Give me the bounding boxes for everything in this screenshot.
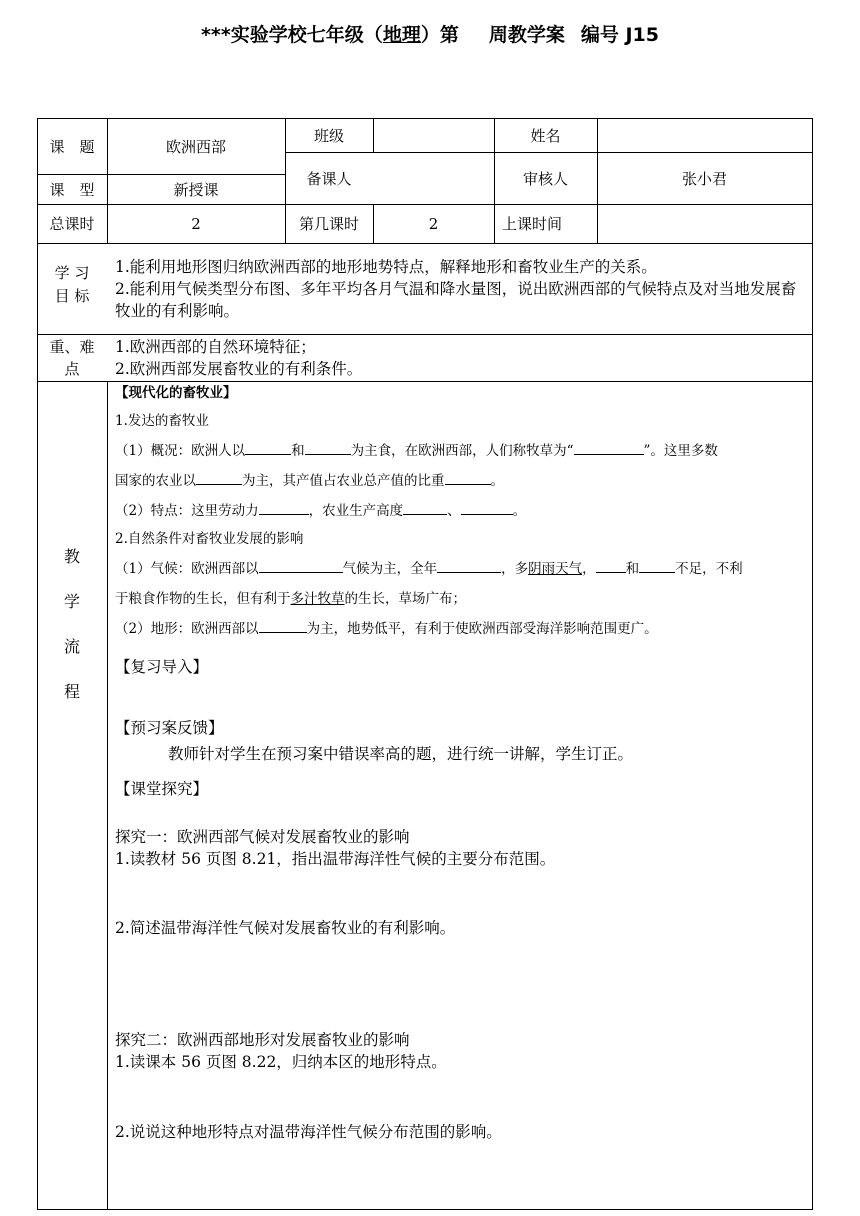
blank[interactable] xyxy=(574,440,644,455)
preview-heading: 【预习案反馈】 xyxy=(115,719,224,737)
explore-1-question-2: 2.简述温带海洋性气候对发展畜牧业的有利影响。 xyxy=(115,919,456,937)
blank[interactable] xyxy=(403,500,447,515)
title-code: 编号 J15 xyxy=(580,24,659,46)
module-1-heading: 1.发达的畜牧业 xyxy=(115,413,209,429)
objectives-label: 学 习 目 标 xyxy=(54,264,90,305)
blank[interactable] xyxy=(259,618,307,633)
process-label: 教 学 流 程 xyxy=(63,547,80,701)
objectives-content xyxy=(115,256,809,322)
title-subject: 地理 xyxy=(382,24,421,46)
explore-2-question-1: 1.读课本 56 页图 8.22，归纳本区的地形特点。 xyxy=(115,1053,447,1071)
modern-heading: 【现代化的畜牧业】 xyxy=(115,385,237,401)
explore-2-question-2: 2.说说这种地形特点对温带海洋性气候分布范围的影响。 xyxy=(115,1123,502,1141)
module-2-heading: 2.自然条件对畜牧业发展的影响 xyxy=(115,531,304,547)
keypoints-label: 重、难 点 xyxy=(49,338,95,378)
s1-paragraph-3: （2）特点：这里劳动力 ，农业生产高度 、 。 xyxy=(115,496,809,526)
topic-value: 欧洲西部 xyxy=(165,137,226,156)
name-field[interactable] xyxy=(597,118,812,152)
preview-text: 教师针对学生在预习案中错误率高的题，进行统一讲解，学生订正。 xyxy=(168,745,634,763)
explore-1-title: 探究一：欧洲西部气候对发展畜牧业的影响 xyxy=(115,828,410,846)
s2-paragraph-1: （1）气候：欧洲西部以 气候为主，全年 ，多阴雨天气， 和 不足，不利 xyxy=(115,554,809,584)
explore-2-title: 探究二：欧洲西部地形对发展畜牧业的影响 xyxy=(115,1031,410,1049)
blank[interactable] xyxy=(259,558,343,573)
total-value: 2 xyxy=(191,214,201,233)
topic-label: 课 题 xyxy=(49,137,95,156)
blank[interactable] xyxy=(245,440,291,455)
explore-heading: 【课堂探究】 xyxy=(115,780,209,798)
name-label: 姓名 xyxy=(530,126,561,145)
preparer-value xyxy=(373,152,494,204)
s2-paragraph-2: 于粮食作物的生长，但有利于多汁牧草的生长，草场广布； xyxy=(115,591,466,607)
blank[interactable] xyxy=(437,558,501,573)
title-week: 周教学案 xyxy=(488,24,565,46)
review-heading: 【复习导入】 xyxy=(115,658,209,676)
preparer-label: 备课人 xyxy=(306,169,352,188)
keypoints-content xyxy=(115,336,809,380)
time-field[interactable] xyxy=(597,204,812,243)
s2-paragraph-3: （2）地形：欧洲西部以 为主，地势低平，有利于使欧洲西部受海洋影响范围更广。 xyxy=(115,614,809,644)
class-label: 班级 xyxy=(313,126,344,145)
s1-paragraph-1: （1）概况：欧洲人以 和 为主食，在欧洲西部，人们称牧草为“ ”。这里多数 xyxy=(115,436,809,466)
title-mid: ）第 xyxy=(420,24,459,46)
type-label: 课 型 xyxy=(49,180,95,199)
type-value: 新授课 xyxy=(173,180,219,199)
blank[interactable] xyxy=(596,558,626,573)
blank[interactable] xyxy=(305,440,351,455)
which-label: 第几课时 xyxy=(298,215,359,233)
s1-paragraph-2: 国家的农业以 为主，其产值占农业总产值的比重 。 xyxy=(115,466,809,496)
page-title xyxy=(0,20,860,47)
which-value: 2 xyxy=(428,214,439,233)
blank[interactable] xyxy=(259,500,309,515)
title-prefix: ***实验学校七年级（ xyxy=(201,24,383,46)
blank[interactable] xyxy=(639,558,675,573)
keypoint-item: 1.欧洲西部的自然环境特征； xyxy=(115,338,316,356)
blank[interactable] xyxy=(445,470,491,485)
explore-1-question-1: 1.读教材 56 页图 8.21，指出温带海洋性气候的主要分布范围。 xyxy=(115,850,556,868)
reviewer-value: 张小君 xyxy=(681,169,727,188)
class-field[interactable] xyxy=(373,118,494,152)
reviewer-label: 审核人 xyxy=(522,169,568,188)
objective-item: 1.能利用地形图归纳欧洲西部的地形地势特点，解释地形和畜牧业生产的关系。 xyxy=(115,258,657,276)
time-label: 上课时间 xyxy=(502,215,563,233)
total-label: 总课时 xyxy=(49,215,95,233)
blank[interactable] xyxy=(196,470,242,485)
objective-item: 2.能利用气候类型分布图、多年平均各月气温和降水量图，说出欧洲西部的气候特点及对当地发展畜牧业的有利影响。 xyxy=(115,280,797,320)
blank[interactable] xyxy=(461,500,513,515)
keypoint-item: 2.欧洲西部发展畜牧业的有利条件。 xyxy=(115,360,363,378)
